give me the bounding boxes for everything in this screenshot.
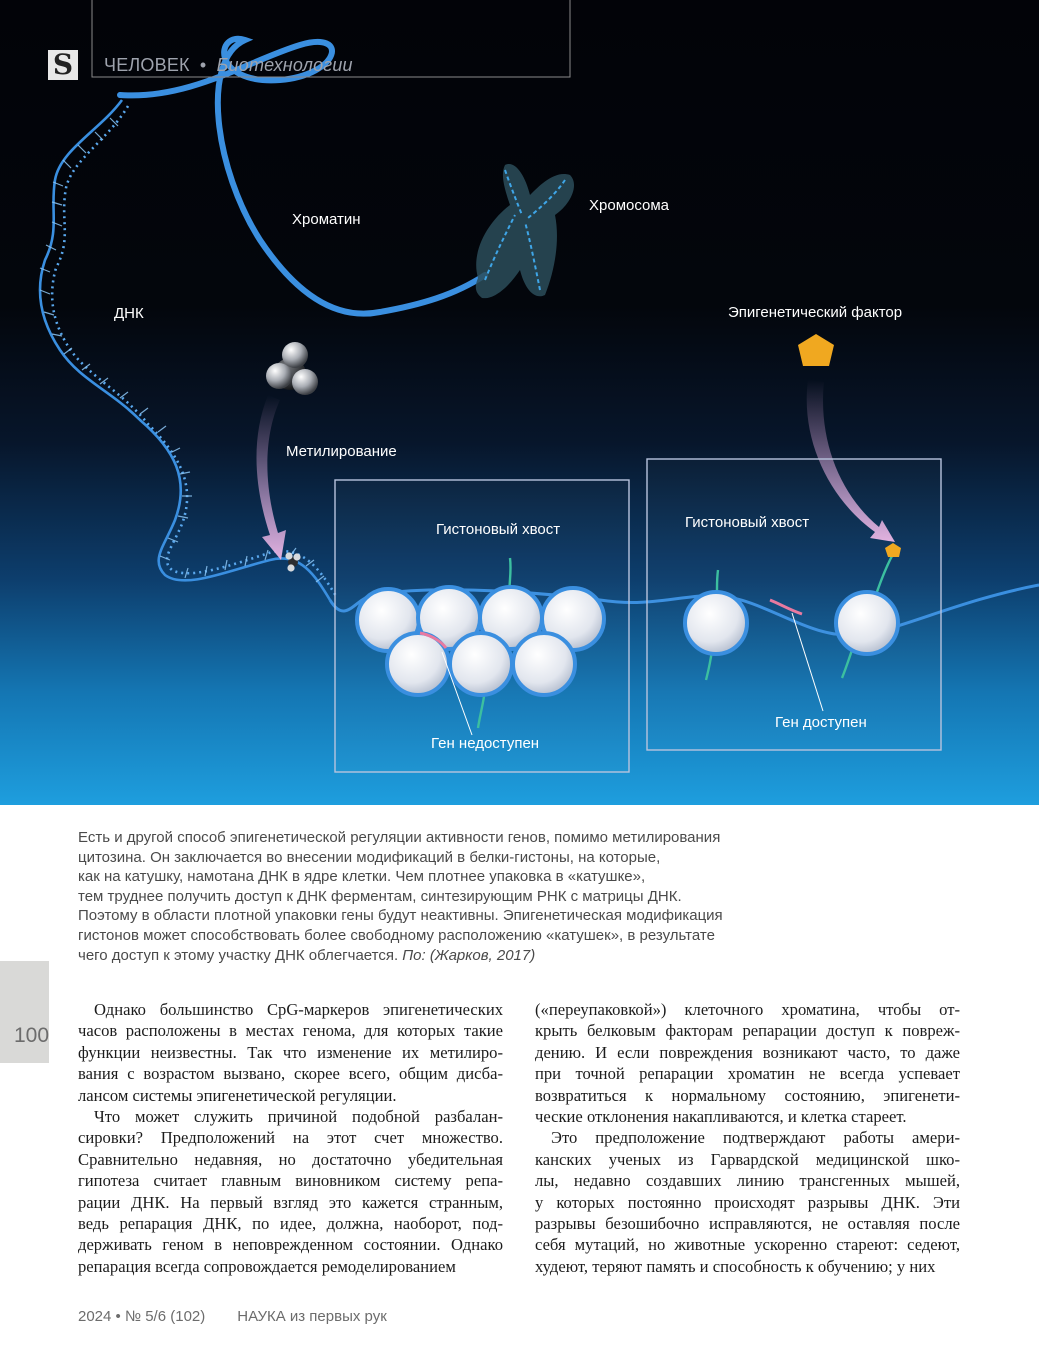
text-line: канских ученых из Гарвардской медицинской шко-	[535, 1149, 960, 1169]
text-line: Сравнительно недавняя, но достаточно убедительная	[78, 1149, 503, 1169]
paragraph	[78, 1106, 503, 1277]
section-header	[48, 50, 353, 80]
paragraph	[535, 1127, 960, 1277]
section-title	[104, 55, 353, 76]
paragraph	[535, 999, 960, 1127]
section-separator: •	[199, 54, 207, 75]
caption-source: По: (Жарков, 2017)	[402, 946, 536, 964]
text-line: разрывы безошибочно исправляются, не оставляя после	[535, 1214, 960, 1234]
text-line: лы, недавно создавших линию трансгенных мышей,	[535, 1171, 960, 1191]
figure-caption	[78, 828, 838, 965]
text-line: Однако большинство CpG-маркеров эпигенетических	[94, 1000, 503, 1019]
caption-line	[78, 946, 838, 966]
text-line: функции неизвестны. Так что изменение их метилиро-	[78, 1042, 503, 1062]
label-dna: ДНК	[114, 305, 144, 322]
text-line: ведь репарация ДНК, по идее, должна, наоборот, под-	[78, 1214, 503, 1234]
text-line: вания с возрастом вызвано, скорее всего, общим дисба-	[78, 1064, 503, 1084]
text-line: себя мутаций, но животные ускоренно стареют: седеют,	[535, 1235, 960, 1255]
chromatin-fiber	[120, 39, 485, 314]
label-gene-accessible: Ген доступен	[775, 714, 867, 731]
text-line: репарация всегда сопровождается ремоделированием	[78, 1256, 456, 1276]
magazine-logo: S	[48, 50, 78, 80]
text-line: держивать геном в неповрежденном состоянии. Однако	[78, 1235, 503, 1255]
caption-line: тем труднее получить доступ к ДНК ферментам, синтезирующим РНК с матрицы ДНК.	[78, 887, 682, 905]
label-methylation: Метилирование	[286, 443, 397, 460]
text-line: («переупаковкой») клеточного хроматина, чтобы от-	[535, 1000, 960, 1019]
page-footer	[78, 1308, 387, 1325]
text-line: при точной репарации хроматин не всегда успевает	[535, 1064, 960, 1084]
left-column	[78, 999, 503, 1277]
text-line: сировки? Предположений на этот счет множество.	[78, 1128, 503, 1148]
dna-rungs	[40, 118, 324, 582]
text-line: Это предположение подтверждают работы амери-	[551, 1128, 960, 1148]
text-line: у которых постоянно происходят разрывы ДНК. Эти	[535, 1192, 960, 1212]
label-gene-inaccessible: Ген недоступен	[431, 735, 540, 752]
caption-last-line: чего доступ к этому участку ДНК облегчается.	[78, 946, 399, 964]
right-column	[535, 999, 960, 1277]
paragraph	[78, 999, 503, 1106]
label-chromatin: Хроматин	[292, 211, 361, 228]
text-line: лансом системы эпигенетической регуляции.	[78, 1085, 397, 1105]
caption-line: Есть и другой способ эпигенетической регуляции активности генов, помимо метилирования	[78, 829, 721, 846]
text-line: гипотеза считает главным виновником систему репа-	[78, 1171, 503, 1191]
caption-line: цитозина. Он заключается во внесении модификаций в белки-гистоны, на которые,	[78, 848, 661, 866]
text-line: ческие отклонения накапливаются, и клетка стареет.	[535, 1107, 907, 1127]
label-histone-tail-left: Гистоновый хвост	[436, 521, 561, 538]
label-epigenetic-factor: Эпигенетический фактор	[728, 304, 903, 321]
text-line: дению. И если повреждения возникают часто, то даже	[535, 1042, 960, 1062]
magazine-name: НАУКА из первых рук	[237, 1308, 387, 1325]
section-name: ЧЕЛОВЕК	[104, 54, 190, 75]
epigenetic-factor-icon	[798, 334, 834, 366]
text-line: часов расположены в местах генома, для которых такие	[78, 1021, 503, 1041]
text-line: Что может служить причиной подобной разбалан-	[94, 1107, 503, 1127]
issue-info: 2024 • № 5/6 (102)	[78, 1308, 206, 1325]
text-line: худеют, теряют память и способность к обучению; у них	[535, 1256, 936, 1276]
methylation-arrow	[256, 395, 286, 560]
label-histone-tail-right: Гистоновый хвост	[685, 514, 810, 531]
caption-line: гистонов может способствовать более свободному расположению «катушек», в результате	[78, 926, 715, 944]
text-line: крыть белковым факторам репарации доступ к повреж-	[535, 1021, 960, 1041]
caption-line: как на катушку, намотана ДНК в ядре клетки. Чем плотнее упаковка в «катушке»,	[78, 868, 646, 886]
caption-line: Поэтому в области плотной упаковки гены будут неактивны. Эпигенетическая модификация	[78, 907, 723, 925]
text-line: возвратиться к нормальному состоянию, эпигенети-	[535, 1085, 960, 1105]
methyl-group-icon	[266, 342, 318, 395]
page-number: 100	[14, 1024, 50, 1047]
label-chromosome: Хромосома	[589, 197, 670, 214]
subsection-name: Биотехнологии	[216, 54, 353, 75]
chromosome	[476, 164, 574, 298]
text-line: рации ДНК. На первый взгляд это кажется странным,	[78, 1192, 503, 1212]
